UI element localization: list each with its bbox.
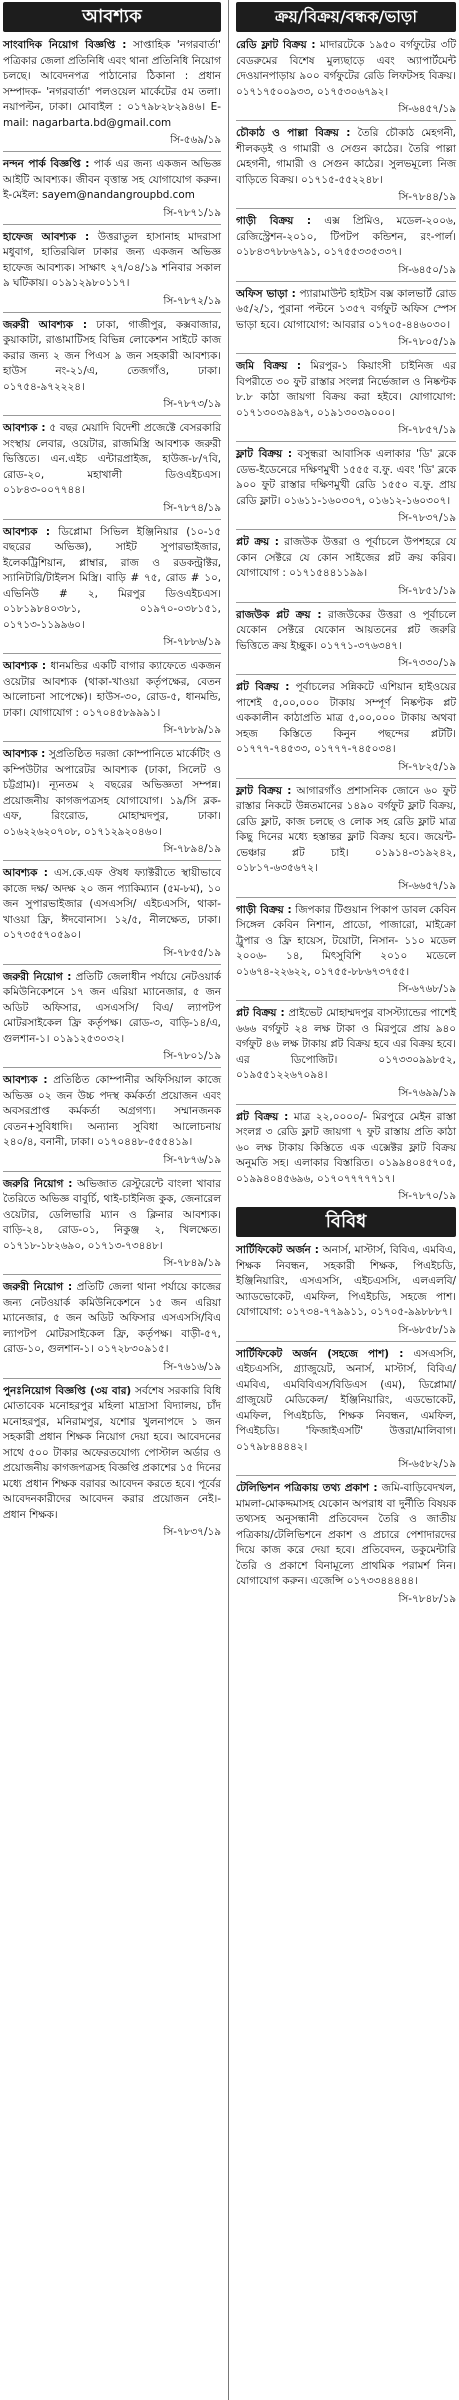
ad-separator bbox=[3, 964, 221, 965]
ad-body: এক্স প্রিমিও, মডেল-২০০৬, রেজিস্ট্রেশন-২০১০, টিপটপ কন্ডিশন, রং-পার্ল। ০১৮৪৩৭৮৮৬৭৯১, ০১৭৫৫৩৩৫৩৩৭। bbox=[236, 215, 459, 258]
ad-separator bbox=[236, 674, 456, 675]
ad-body: সাপ্তাহিক 'নগরবার্তা' পত্রিকার জেলা প্রতিনিধি এবং থানা প্রতিনিধি নিয়োগ চলছে। আবেদনপত্র পাঠানোর ঠিকানা : প্রধান সম্পাদক- 'নগরবার্তা' পলওয়েল মার্কেটের ৫ম তলা। নয়াপল্টন, ঢাকা। মোবাইল : ০১৭৯৮২৮২৯৪৬। E-mail: nagarbarta.bd@gmail.com bbox=[3, 39, 225, 129]
ad-code: সি-৭৮২৫/১৯ bbox=[398, 760, 456, 773]
ad-code: সি-৭৮৫৫/১৯ bbox=[163, 946, 221, 959]
ad-separator bbox=[236, 281, 456, 282]
ad-body: সুপ্রতিষ্ঠিত দরজা কোম্পানিতে মার্কেটিং ও কম্পিউটার অপারেটর আবশ্যক (ঢাকা, সিলেট ও চট্টগ্রাম)। ন্যূনতম ২ বছরের অভিজ্ঞতা সম্পন্ন। প্রয়োজনীয় কাগজপত্রসহ যোগাযোগ। ১৯/সি ব্লক-এফ, রিংরোড, মোহাম্মদপুর, ঢাকা। ০১৬২২৬২০৭০৮, ০১৭১২৯২০৪৬০। bbox=[3, 748, 225, 838]
classified-ad bbox=[236, 535, 459, 582]
classified-ad bbox=[236, 1481, 459, 1590]
ad-separator bbox=[3, 519, 221, 520]
ad-code: সি-৬৮৫৮/১৯ bbox=[398, 1323, 456, 1336]
ad-code: সি-৭৮৩৭/১৯ bbox=[163, 1526, 221, 1538]
section-header-buy-sell: ক্রয়/বিক্রয়/বন্ধক/ভাড়া bbox=[236, 2, 456, 32]
ad-body: জিপকার টিগুয়ান পিকাপ ডাবল কেবিন সিঙ্গেল কেবিন নিশান, প্রাডো, পাজারো, মাইক্রো ট্রুপার ও ফ্রি হায়েস, টয়োটা, নিসান- ১১০ মডেল ২০০৬- ১৪, মিৎসুবিশি ২০১০ মডেলে ০১৬৭৪-২২৬২২, ০১৭৫৫-৮৮৬৭৩৭৫৫। bbox=[236, 903, 459, 978]
ad-separator bbox=[3, 1378, 221, 1379]
ad-separator bbox=[3, 415, 221, 416]
ad-body: মিরপুর-১ কিয়াংসী চাইনিজ এর বিপরীতে ৩০ ফুট রাস্তার সংলগ্ন নির্ভেজাল ও নিষ্কণ্টক ৮.৮ কাঠা জায়গা বিক্রয় করা হইবে। যোগাযোগ: ০১৭১৩০৩৯৪৯৭, ০১৯১৩০৩৯০০০। bbox=[236, 360, 459, 419]
ad-body: ডিপ্লোমা সিভিল ইঞ্জিনিয়ার (১০-১৫ বছরের অভিজ্ঞ), সাইট সুপারভাইজার, ইলেকট্রিশিয়ান, প্লাম্বার, রাজ ও রডকন্ট্রাক্টর, স্যানিটারি/টাইলস মিস্ত্রি। বাড়ি # ৭৫, রোড # ১০, এভিনিউ # ২, মিরপুর ডিওএইচএস। ০১৮১৯৮৪০৩৮১, ০১৯৭০-০৩৮১৫১, ০১৭১৩-১১৯৯৬০। bbox=[3, 525, 225, 631]
ad-title: জমি বিক্রয় : bbox=[236, 360, 302, 372]
ad-body: ৫ বছর মেয়াদি বিদেশী প্রজেক্টে বেসরকারি সংস্থায় লেবার, ওয়েটার, রাজমিস্ত্রি আবশ্যক জরুরী ভিত্তিতে। এন.এইচ এন্টারপ্রাইজ, হাউজ-৮/৭বি, রোড-২০, মহাখালী ডিওএইচএস। ০১৮৪৩-০০৭৭৪৪। bbox=[3, 422, 225, 496]
ad-separator bbox=[236, 208, 456, 209]
section-header-wanted: আবশ্যক bbox=[3, 2, 221, 32]
ad-body: এসএসসি, এইচএসসি, গ্র্যাজুয়েট, অনার্স, মাস্টার্স, বিবিএ/এমবিএ, এমবিবিএস/বিডিএস (এম), ডিপ্লোমা/ গ্রাজুয়েট মেডিকেল/ ইঞ্জিনিয়ারিং, এডভোকেট, এমফিল, পিএইচডি, শিক্ষক নিবন্ধন, এমফিল, পিএইচডি। 'ফিজাইএসটি' উত্তরা/মালিবাগ। ০১৭৯৮৪৪৪৪২। bbox=[236, 1347, 459, 1453]
ad-body: ধানমন্ডির একটি বাগার ক্যাফেতে একজন ওয়েটার আবশ্যক (থাকা-খাওয়া কর্তৃপক্ষের, বেতন আলোচনা সাপেক্ষে)। হাউস-৩০, রোড-৫, ধানমন্ডি, ঢাকা। যোগাযোগ : ০১৭০৪৫৮৯৯৯১। bbox=[3, 660, 225, 719]
ad-body: পার্ক এর জন্য একজন অভিজ্ঞ আইটি আবশ্যক। জীবন বৃত্তান্ত সহ যোগাযোগ করুন। ই-মেইল: sayem@nandangroupbd.com bbox=[3, 158, 225, 201]
classified-ad bbox=[236, 447, 459, 509]
misc-ads-list bbox=[236, 1243, 459, 1606]
ad-title: সার্টিফিকেট অর্জন : bbox=[236, 1244, 319, 1256]
classified-ad bbox=[236, 1006, 459, 1084]
classified-ad bbox=[236, 126, 459, 188]
ad-separator bbox=[236, 353, 456, 354]
classified-ad bbox=[236, 608, 459, 655]
ad-separator bbox=[236, 441, 456, 442]
ad-title: টেলিভিশন পত্রিকায় তথ্য প্রকাশ : bbox=[236, 1482, 378, 1494]
ad-code: সি-৭৮০১/১৯ bbox=[163, 1050, 221, 1062]
ad-body: আগারগাঁও প্রশাসনিক জোনে ৬০ ফুট রাস্তার নিকটে উন্নতমানের ১৪৯০ বর্গফুট ফ্লাট বিক্রয়, রেডি ফ্লাট, কাজ চলছে ও লোক সহ রেডি ফ্লাট মাত্র কিছু দিনের মধ্যে হস্তান্তর ফ্লাট বিক্রয় হবে। জয়েন্ট-ভেঞ্চার প্লট চাই। ০১৯১৪-৩১৯২৪২, ০১৮১৭-৬৩৫৬৭২। bbox=[236, 784, 459, 874]
ad-code: সি-৭৮৪৯/১৯ bbox=[163, 1257, 221, 1269]
ad-title: সাংবাদিক নিয়োগ বিজ্ঞপ্তি : bbox=[3, 39, 127, 51]
ad-title: জরুরি নিয়োগ : bbox=[3, 1177, 73, 1190]
ad-body: অভিজাত রেস্টুরেন্টে বাংলা খাবার তৈরিতে অভিজ্ঞ বাবুর্চি, থাই-চাইনিজ কুক, জেনারেল ওয়েটার, ডেলিভারি ম্যান ও ক্লিনার আবশ্যক। বাড়ি-২৪, রোড-০১, নিকুঞ্জ ২, খিলক্ষেত। ০১৭১৮-১৮২৬৯০, ০১৭১৩-৭৩৪৪৮। bbox=[3, 1177, 225, 1252]
ad-title: জরুরী নিয়োগ : bbox=[3, 970, 72, 983]
classified-ad bbox=[3, 1280, 225, 1358]
ad-separator bbox=[236, 1341, 456, 1342]
ad-separator bbox=[236, 602, 456, 603]
classified-ad bbox=[236, 1243, 459, 1321]
classified-ad bbox=[3, 525, 225, 634]
ad-title: প্লট বিক্রয় : bbox=[236, 1110, 289, 1123]
ad-separator bbox=[236, 120, 456, 121]
wanted-ads-list bbox=[3, 38, 225, 1539]
classified-ad bbox=[3, 1073, 225, 1151]
ad-separator bbox=[3, 741, 221, 742]
ad-code: সি-৭৮৩৭/১৯ bbox=[398, 512, 456, 524]
ad-separator bbox=[3, 151, 221, 152]
ad-body: অনার্স, মাস্টার্স, বিবিএ, এমবিএ, শিক্ষক নিবন্ধন, সহকারী শিক্ষক, পিএইচডি, ইঞ্জিনিয়ারিং, এসএসসি, এইচএসসি, এলএলবি/অ্যাডভোকেট, এমফিল, পিএইচডি, সহজে পাশ। যোগাযোগ: ০১৭৩৪-৭৭৯৯১১, ০১৭০৫-৯৯৮৮৮৭। bbox=[236, 1244, 459, 1318]
ad-separator bbox=[236, 1104, 456, 1105]
ad-code: সি-৬৭৬৮/১৯ bbox=[398, 983, 456, 995]
ad-body: রাজউকের উত্তরা ও পূর্বাচলে যেকোন সেক্টরে যেকোন আয়তনের প্লট জরুরি ভিত্তিতে ক্রয় ইচ্ছুক। ০১৭৭১-৩৭৬৩৪৭। bbox=[236, 608, 459, 652]
classified-ad bbox=[236, 680, 459, 758]
ad-title: জরুরী নিয়োগ : bbox=[3, 1281, 73, 1293]
ad-separator bbox=[3, 1067, 221, 1068]
ad-body: মাত্র ২২,০০০০/- মিরপুরে মেইন রাস্তা সংলগ্ন ৩ রেডি ফ্লাট জায়গা ৭ ফুট রাস্তায় প্রতি কাঠা ৬০ লক্ষ টাকায় কিস্তিতে এক এক্সেক্টর ফ্লাট বিক্রয় অনুমতি সহ। এলাকার বিস্তারিত। ০১৯৯৪০৪৫৭০৫, ০১৯৯৪০৪৫৬৯৬, ০১৭০৭৭৭৭৭১৭। bbox=[236, 1110, 459, 1185]
ad-title: প্লট বিক্রয় : bbox=[236, 681, 290, 693]
ad-code: সি-৬৫৮২/১৯ bbox=[398, 1458, 456, 1470]
classified-ad bbox=[3, 1177, 225, 1255]
classified-ad bbox=[3, 970, 225, 1048]
ad-title: ফ্লাট বিক্রয় : bbox=[236, 784, 292, 797]
classified-ad bbox=[3, 38, 225, 131]
ad-title: পুনঃনিয়োগ বিজ্ঞপ্তি (৩য় বার) bbox=[3, 1384, 132, 1397]
ad-separator bbox=[3, 1274, 221, 1275]
ad-body: প্যারামাউন্ট হাইটস বক্স কালভার্ট রোড ৬৫/২/১, পুরানা পল্টনে ১৩৫৭ বর্গফুট অফিস স্পেস ভাড়া হবে। যোগাযোগ: আবরার ০১৭০৫-৪৪৬০৩০। bbox=[236, 287, 459, 331]
ad-title: ফ্লাট বিক্রয় : bbox=[236, 448, 293, 460]
classified-ad bbox=[236, 214, 459, 261]
ad-title: নন্দন পার্ক বিজ্ঞপ্তি : bbox=[3, 158, 90, 170]
ad-separator bbox=[236, 1000, 456, 1001]
ad-title: প্লট ক্রয় : bbox=[236, 536, 279, 548]
ad-separator bbox=[236, 1475, 456, 1476]
ad-code: সি-৭৮৮৯/১৯ bbox=[163, 724, 221, 736]
ad-body: তৈরি চৌকাঠ মেহগনী, শীলকড়ই ও গামারী ও সেগুন কাঠের। তৈরি পাল্লা মেহগনী, গামারী ও সেগুন কাঠের। সুলভমূল্যে নিজ বাড়িতে বিক্রয়। ০১৭১৫-৫৫২২৪৮। bbox=[236, 127, 459, 186]
ad-code: সি-৭৮৯৪/১৯ bbox=[163, 843, 221, 855]
ad-body: প্রতিষ্ঠিত কোম্পানীর অফিসিয়াল কাজে অভিজ্ঞ ০২ জন উচ্চ পদস্থ কর্মকর্তা প্রয়োজন এবং অবসরপ্রাপ্ত কর্মকর্তা অগ্রগণ্য। সম্মানজনক বেতন+সুবিধাদি। অন্যান্য সুবিধা আলোচনায় ২৪০/৪, বনানী, ঢাকা। ০১৭০৪৪৮-৫৫৫৪১৯। bbox=[3, 1074, 225, 1148]
classified-ad bbox=[3, 747, 225, 840]
classified-ad bbox=[3, 1384, 225, 1524]
ad-code: সি-৭৬৯৯/১৯ bbox=[398, 1086, 456, 1099]
ad-separator bbox=[236, 778, 456, 779]
ad-code: সি-৬৪৫৭/১৯ bbox=[398, 103, 456, 115]
classified-ad bbox=[3, 659, 225, 721]
ad-separator bbox=[236, 529, 456, 530]
ad-separator bbox=[3, 860, 221, 861]
ad-body: প্রতিটি জেলা থানা পর্যায়ে কাজের জন্য নেটওয়ার্ক কমিউনিকেশনে ১৫ জন এরিয়া ম্যানেজার, ৫ জন অডিট অফিসার এসএসসি/বিএ ল্যাপটপ মোটরসাইকেল ফ্রি, কর্তৃপক্ষ। বাড়ী-৫৭, রোড-১০, গুলশান-১। ০১৭২৮৩০৯১৫। bbox=[3, 1281, 225, 1355]
classified-ad bbox=[3, 421, 225, 499]
ad-title: গাড়ী বিক্রয় : bbox=[236, 215, 311, 227]
ad-code: সি-৬৬৫৭/১৯ bbox=[398, 879, 456, 892]
ad-code: সি-৭৮৭৬/১৯ bbox=[163, 1153, 221, 1166]
ad-body: সর্বশেষ সরকারি বিধি মোতাবেক মনোহরপুর মহিলা মাদ্রাসা বিদ্যালয়, চাঁদ মনোহরপুর, মনিরামপুর, যশোর খুলনাপদে ১ জন সহকারী প্রধান শিক্ষক নিয়োগ দেয়া হবে। আবেদনের সাথে ৫০০ টাকার অফেরতযোগ্য পোস্টাল অর্ডার ও প্রয়োজনীয় কাগজপত্রসহ বিজ্ঞপ্তি প্রকাশের ১৫ দিনের মধ্যে প্রধান শিক্ষক বরাবর আবেদন করতে হবে। পূর্বের আবেদনকারীদের আবেদন করার প্রয়োজন নেই।-প্রধান শিক্ষক। bbox=[3, 1384, 225, 1521]
ad-code: সি-৭৮৭২/১৯ bbox=[163, 294, 221, 307]
ad-code: সি-৭৮০৫/১৯ bbox=[398, 336, 456, 348]
column-divider bbox=[228, 0, 229, 2400]
ad-title: আবশ্যক : bbox=[3, 748, 46, 760]
classified-ad bbox=[236, 38, 459, 100]
ad-code: সি-৭৮৭১/১৯ bbox=[163, 206, 221, 219]
classified-ad bbox=[236, 903, 459, 981]
ad-separator bbox=[3, 312, 221, 313]
ad-code: সি-৭৩৩০/১৯ bbox=[398, 657, 456, 669]
classified-ad bbox=[236, 359, 459, 421]
section-header-misc: বিবিধ bbox=[236, 1207, 456, 1237]
ad-title: আবশ্যক : bbox=[3, 660, 47, 672]
right-column bbox=[236, 0, 459, 2400]
ad-body: জমি-বাড়িবেদখল, মামলা-মোকদ্দমাসহ যেকোন অপরাধ বা দুর্নীতি বিষয়ক তথ্যসহ অনুসন্ধানী প্রতিবেদন তৈরি ও জাতীয় পত্রিকায়/টেলিভিশনে প্রকাশ ও প্রচারে পেশাদারদের দিয়ে কাজ করে দেয়া হবে। প্রতিবেদন, ডকুমেন্টারি তৈরি ও প্রকাশে বিনামূল্যে প্রাথমিক পরামর্শ নিন। যোগাযোগ করুন। এজেন্সি ০১৭৩৩৪৪৪৪৪। bbox=[236, 1482, 459, 1587]
ad-title: অফিস ভাড়া : bbox=[236, 287, 296, 300]
ad-title: হাফেজ আবশ্যক : bbox=[3, 230, 90, 243]
classified-ad bbox=[3, 866, 225, 944]
ad-body: উত্তরাতুল হাসানাহ মাদরাসা মধুবাগ, হাতিরঝিল ঢাকার জন্য একজন অভিজ্ঞ হাফেজ আবশ্যক। সাক্ষাৎ ২৭/০৪/১৯ শনিবার সকাল ৯ ঘটিকায়। ০১৯১২৯৮০১১৭। bbox=[3, 230, 225, 289]
ad-separator bbox=[3, 653, 221, 654]
ad-body: প্রতিটি জেলাধীন পর্যায়ে নেটওয়ার্ক কমিউনিকেশনে ১৭ জন এরিয়া ম্যানেজার, ৫ জন অডিট অফিসার, এসএসসি/ বিএ/ ল্যাপটপ মোটরসাইকেল ফ্রি কর্তৃপক্ষ। রোড-৩, বাড়ি-১৪/এ, গুলশান-১। ০১৯১২৫৩০৩২। bbox=[3, 970, 225, 1045]
buy-sell-ads-list bbox=[236, 38, 459, 1203]
ad-body: বসুন্ধরা আবাসিক এলাকার 'ডি' ব্লকে ডেভ-ইডেনেরে দক্ষিণমুখী ১৫৫৫ ব.ফু. এবং 'ডি' ব্লকে ৯০০ ফুট রাস্তার দক্ষিণমুখী রেডি ১৫৫০ ব.ফু. প্রায় রেডি ফ্লাট। ০১৬১১-১৬০৩০৭, ০১৬১২-১৬০৩০৭। bbox=[236, 448, 459, 507]
classified-ad bbox=[3, 318, 225, 396]
ad-body: ঢাকা, গাজীপুর, কক্সবাজার, কুয়াকাটা, রাঙামাটিসহ বিভিন্ন লোকেশন সাইটে কাজ করার জন্য ২ জন পিএস ৯ জন সহকারী আবশ্যক। হাউস নং-২১/এ, তেজগাঁও, ঢাকা। ০১৭৫৪-৯৭২২২৪। bbox=[3, 318, 225, 393]
ad-separator bbox=[236, 897, 456, 898]
classified-ad bbox=[236, 287, 459, 334]
ad-title: সার্টিফিকেট অর্জন (সহজে পাশ) : bbox=[236, 1347, 404, 1360]
ad-code: সি-৭৮৭৪/১৯ bbox=[163, 501, 221, 514]
ad-code: সি-৬৪৫০/১৯ bbox=[398, 263, 456, 276]
ad-body: মাদারটেকে ১৯৫০ বর্গফুটের ৩টি বেডরুমের বিশেষ মুল্যছাড়ে এবং অ্যাপার্টমেন্ট দেওয়ানপাড়ায় ৯০০ বর্গফুটের রেডি লিফটসহ বিক্রয়। ০১৭১৭৫০০৯৩৩, ০১৭৫৩০৬৭৯২। bbox=[236, 39, 459, 98]
ad-code: সি-৭৮৫৭/১৯ bbox=[398, 424, 456, 436]
ad-title: আবশ্যক : bbox=[3, 525, 51, 538]
classified-ad bbox=[236, 1110, 459, 1188]
ad-code: সি-৭৮৮৬/১৯ bbox=[163, 636, 221, 648]
ad-body: এস.কে.এফ ঔষধ ফ্যাক্টরীতে স্থায়ীভাবে কাজে দক্ষ/ অদক্ষ ২০ জন প্যাকিম্যান (৫ম-৮ম), ১০ জন সুপারভাইজার (এসএসসি/ এইচএসসি, থাকা-খাওয়া ফ্রি, ঈদবোনাস। ১২/৫, নীলক্ষেত, ঢাকা। ০১৭৩৫৫৭০৫৯০। bbox=[3, 867, 225, 941]
ad-body: প্রাইভেট মোহাম্মদপুর বাসস্ট্যান্ডের পাশেই ৬৬৬ বর্গফুট ২৪ লক্ষ টাকা ও মিরপুরে প্রায় ৯৪০ বর্গফুট ৪৬ লক্ষ টাকায় প্লট বিক্রয় হবে এর বিক্রয় হবে। এর ডিপোজিট। ০১৭৩৩০৯৯৮৫২, ০১৯৫৫১২২৬৭০৯৪। bbox=[236, 1007, 459, 1081]
ad-title: আবশ্যক : bbox=[3, 867, 48, 879]
ad-title: রেডি ফ্লাট বিক্রয় : bbox=[236, 39, 316, 51]
ad-code: সি-৭৮৪৪/১৯ bbox=[398, 191, 456, 203]
classified-ad bbox=[236, 1347, 459, 1456]
ad-code: সি-৭৮৫১/১৯ bbox=[398, 584, 456, 597]
ad-code: সি-৫৬৯/১৯ bbox=[170, 134, 221, 146]
classified-ad bbox=[236, 784, 459, 877]
ad-title: গাড়ী বিক্রয় : bbox=[236, 903, 292, 916]
ad-title: আবশ্যক : bbox=[3, 422, 46, 434]
ad-code: সি-৭৮৭৩/১৯ bbox=[163, 398, 221, 410]
ad-code: সি-৭৮৪৮/১৯ bbox=[398, 1592, 456, 1605]
classified-ad bbox=[3, 230, 225, 292]
ad-body: পূর্বাচলের সন্নিকটে এশিয়ান হাইওয়ের পাশেই ৫,০০,০০০ টাকায় সম্পূর্ণ নিষ্কণ্টক প্লট এককালীন কাঠাপ্রতি মাত্র ৫,০০,০০০ টাকায় অথবা সহজ কিস্তিতে কিনুন পছন্দের প্লটটি। ০১৭৭৭-৭৪৫৩৩, ০১৭৭৭-৭৪৫০৩৪। bbox=[236, 681, 459, 755]
ad-separator bbox=[3, 224, 221, 225]
classified-ad bbox=[3, 157, 225, 204]
ad-title: প্লট বিক্রয় : bbox=[236, 1007, 285, 1019]
ad-code: সি-৭৬১৬/১৯ bbox=[163, 1360, 221, 1373]
ad-title: রাজউক প্লট ক্রয় : bbox=[236, 608, 322, 621]
ad-title: আবশ্যক : bbox=[3, 1074, 48, 1086]
ad-code: সি-৭৮৭০/১৯ bbox=[398, 1190, 456, 1202]
ad-body: রাজউক উত্তরা ও পূর্বাচলে উপশহরে যে কোন সেক্টরে যে কোন সাইজের প্লট ক্রয় করিব। যোগাযোগ : ০১৭১৫৪৪১১৯৯। bbox=[236, 536, 459, 579]
left-column bbox=[3, 0, 225, 2400]
ad-title: জরুরী আবশ্যক : bbox=[3, 318, 87, 331]
ad-title: চৌকাঠ ও পাল্লা বিক্রয় : bbox=[236, 127, 351, 139]
ad-separator bbox=[3, 1171, 221, 1172]
